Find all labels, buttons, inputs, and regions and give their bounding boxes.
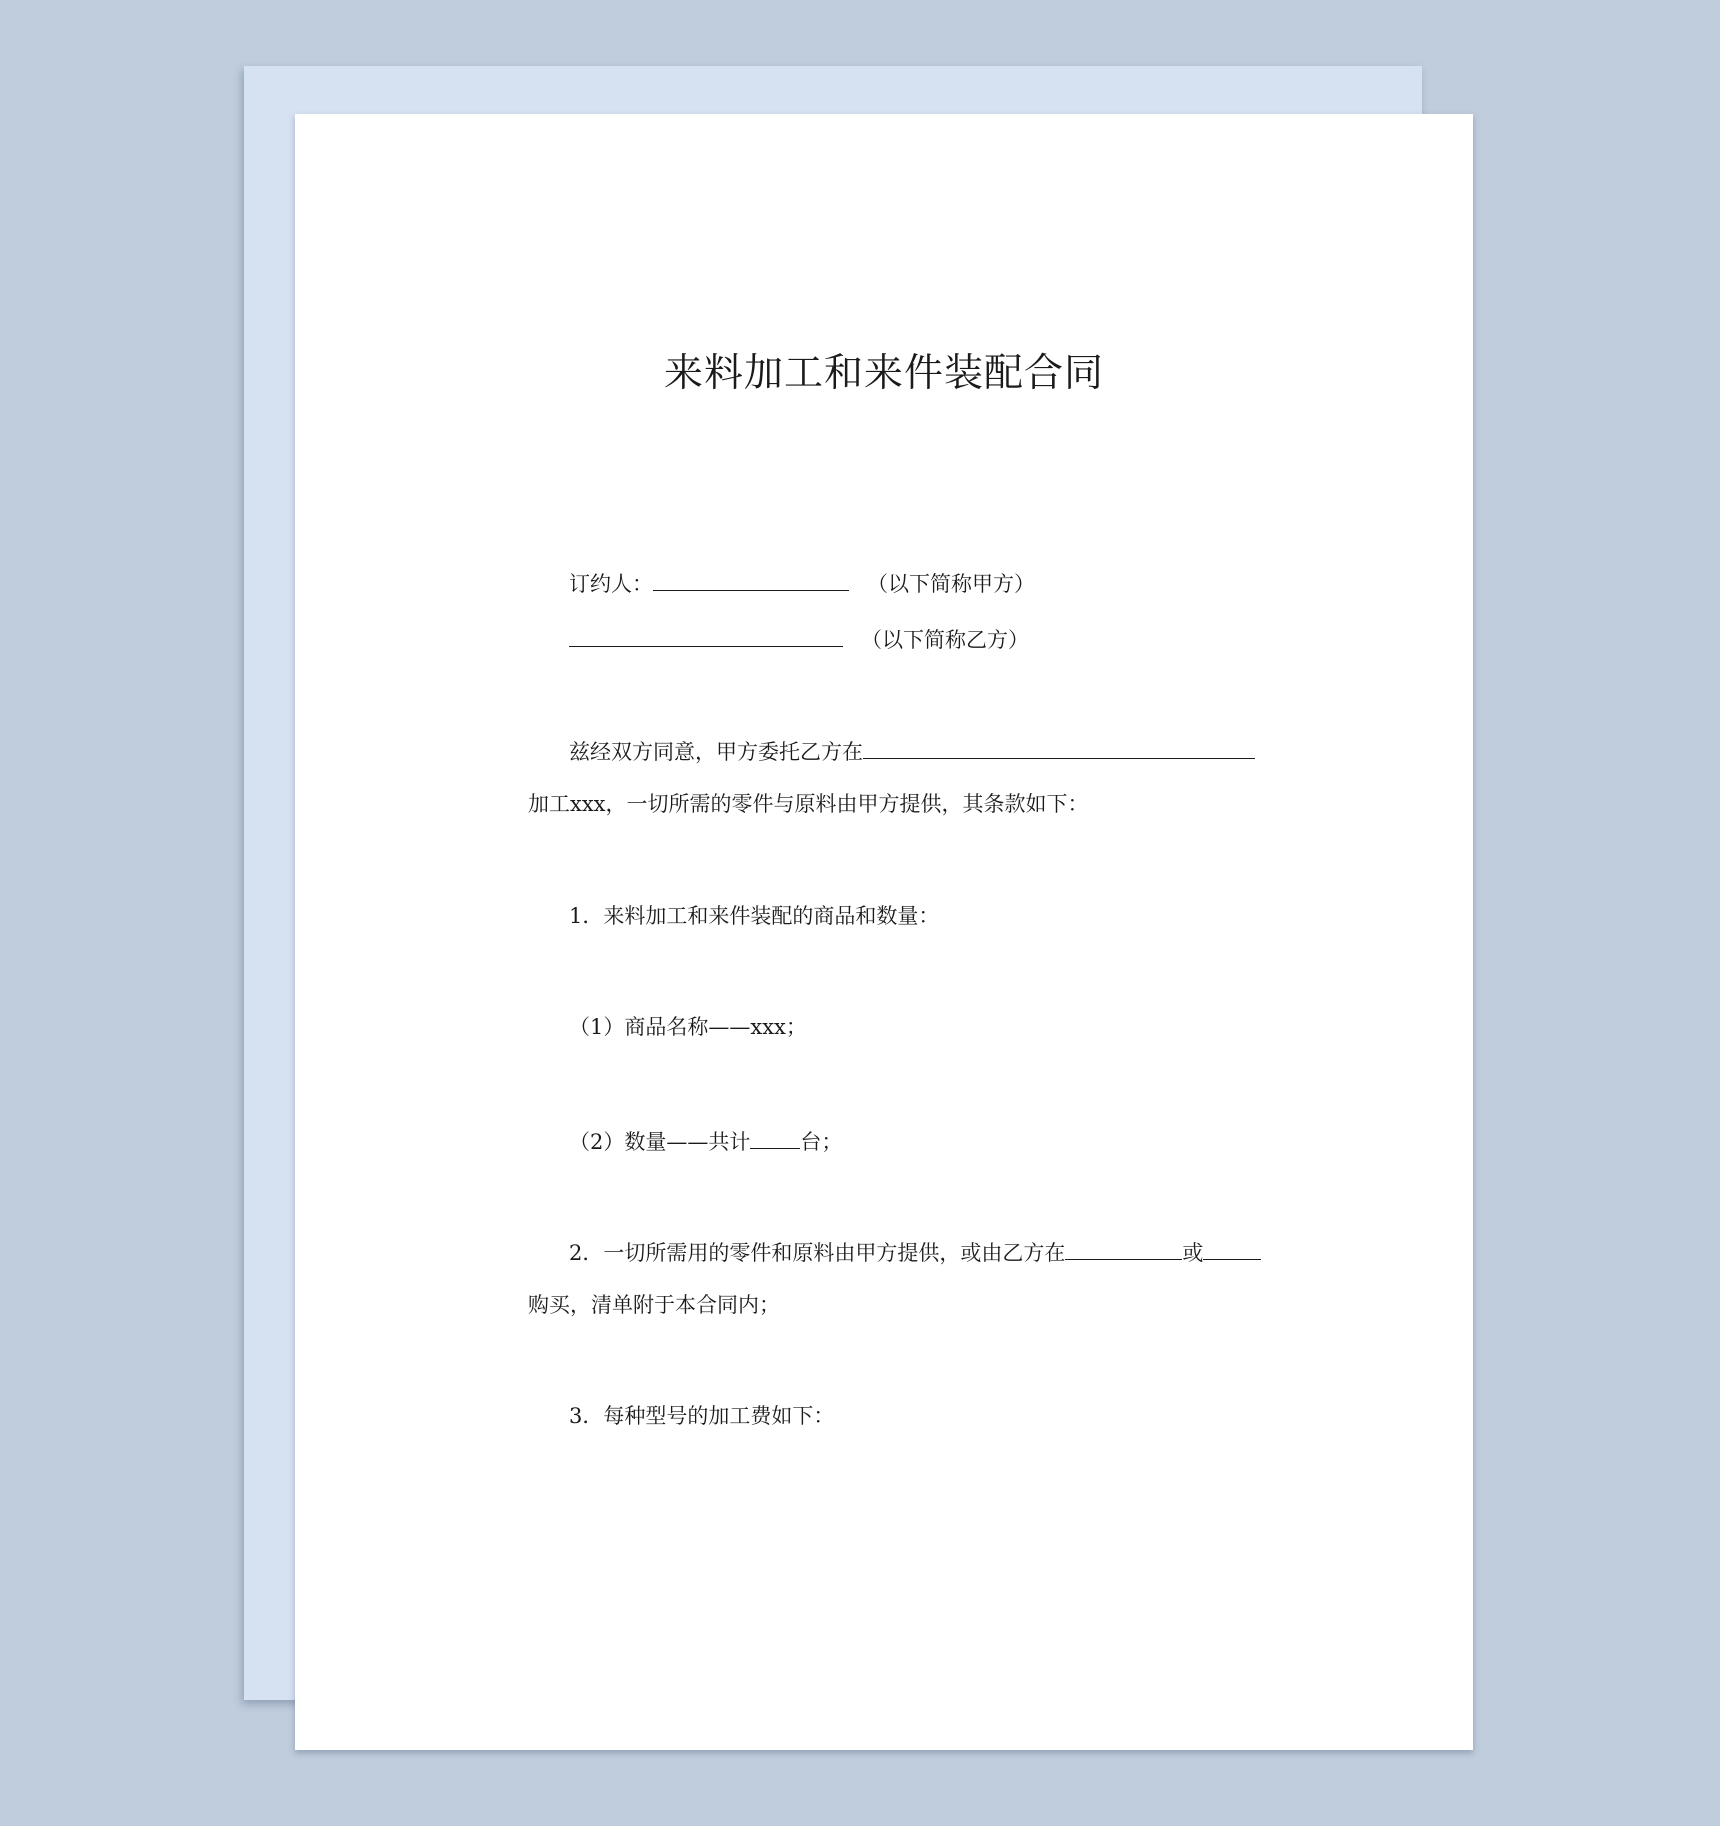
party-a-blank[interactable] <box>653 570 849 591</box>
intro-line-2: 加工xxx，一切所需的零件与原料由甲方提供，其条款如下： <box>528 792 1089 816</box>
clause-1-item-2-prefix: （2）数量——共计 <box>569 1130 751 1154</box>
party-b-suffix: （以下简称乙方） <box>861 628 1029 652</box>
clause-2-line-1 <box>569 1239 1261 1264</box>
party-b-line <box>569 626 1029 651</box>
intro-line-1 <box>569 738 1255 763</box>
clause-2-blank-2[interactable] <box>1203 1239 1261 1260</box>
clause-1-heading: 1．来料加工和来件装配的商品和数量： <box>569 904 940 928</box>
party-a-label: 订约人： <box>569 572 653 596</box>
clause-2-blank-1[interactable] <box>1065 1239 1182 1260</box>
intro-location-blank[interactable] <box>863 738 1255 759</box>
party-a-line <box>569 570 1035 595</box>
clause-3-heading: 3．每种型号的加工费如下： <box>569 1404 835 1428</box>
intro-text-1: 兹经双方同意，甲方委托乙方在 <box>569 740 863 764</box>
party-b-blank[interactable] <box>569 626 843 647</box>
document-page <box>295 114 1473 1750</box>
clause-1-item-2 <box>569 1128 842 1153</box>
clause-2-mid-text: 或 <box>1182 1241 1204 1265</box>
quantity-blank[interactable] <box>750 1128 800 1149</box>
clause-1-item-2-suffix: 台； <box>800 1130 843 1154</box>
document-title: 来料加工和来件装配合同 <box>663 351 1104 396</box>
clause-1-item-1: （1）商品名称——xxx； <box>569 1015 807 1039</box>
clause-2-text-1: 2．一切所需用的零件和原料由甲方提供，或由乙方在 <box>569 1241 1066 1265</box>
party-a-suffix: （以下简称甲方） <box>867 572 1035 596</box>
clause-2-line-2: 购买，清单附于本合同内； <box>528 1293 780 1317</box>
